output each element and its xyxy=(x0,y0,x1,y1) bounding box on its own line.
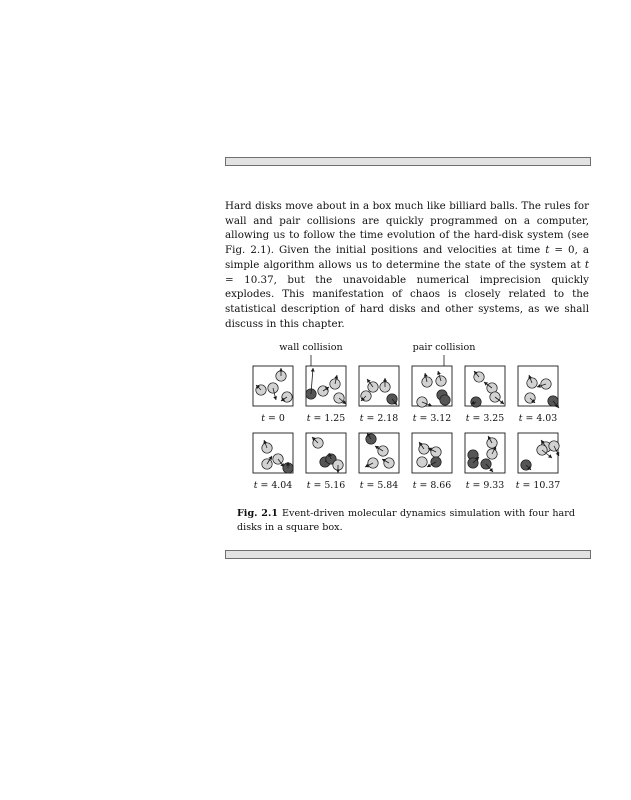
time-variable: t xyxy=(515,480,520,491)
time-label xyxy=(519,413,558,424)
bottom-rule-bar xyxy=(225,550,591,559)
paragraph-part-3: = 10.37, but the unavoidable numerical imprecision quickly explodes. This manifestation of chaos is closely related to the statistical description of hard disks and other systems, as we shall discuss in this chapter. xyxy=(225,273,589,330)
sim-frame xyxy=(518,366,559,424)
time-label xyxy=(466,480,505,491)
time-variable: t xyxy=(412,413,417,424)
time-variable: t xyxy=(359,413,364,424)
sim-frame xyxy=(412,366,452,424)
caption-label: Fig. 2.1 xyxy=(237,508,279,519)
time-label xyxy=(413,480,452,491)
sim-frame xyxy=(465,366,505,424)
time-label xyxy=(360,480,399,491)
time-variable: t xyxy=(518,413,523,424)
time-variable: t xyxy=(465,480,470,491)
time-label xyxy=(466,413,505,424)
hard-disk xyxy=(440,395,450,405)
time-label xyxy=(261,413,285,424)
time-variable: t xyxy=(261,413,265,424)
paragraph-part-2: = 0, a simple algorithm allows us to determine the state of the system at xyxy=(225,244,589,271)
time-label xyxy=(307,480,346,491)
sim-frame xyxy=(306,366,346,424)
sim-frame xyxy=(253,366,293,424)
time-label xyxy=(413,413,452,424)
time-label xyxy=(307,413,346,424)
time-value: = 3.12 xyxy=(416,413,452,424)
sim-frame xyxy=(465,433,505,491)
time-value: = 10.37 xyxy=(519,480,561,491)
sim-frame xyxy=(359,366,399,424)
time-value: = 4.03 xyxy=(522,413,558,424)
time-value: = 2.18 xyxy=(363,413,399,424)
time-label xyxy=(254,480,293,491)
time-variable: t xyxy=(584,258,589,271)
sim-frame xyxy=(516,433,560,491)
figure-caption xyxy=(237,507,575,535)
time-variable: t xyxy=(253,480,258,491)
time-label xyxy=(516,480,560,491)
wall-collision-label: wall collision xyxy=(279,342,343,353)
caption-text: Event-driven molecular dynamics simulation with four hard disks in a square box. xyxy=(237,508,575,533)
sim-frame xyxy=(306,433,346,491)
sim-frame xyxy=(253,433,293,491)
sim-frame xyxy=(412,433,452,491)
time-value: = 0 xyxy=(265,413,285,424)
time-value: = 9.33 xyxy=(469,480,505,491)
time-variable: t xyxy=(412,480,417,491)
time-variable: t xyxy=(306,413,311,424)
paragraph-part-1: Hard disks move about in a box much like billiard balls. The rules for wall and pair collisions are quickly programmed on a computer, allowing us to follow the time evolution of the hard-disk system (see Fig. 2.1). Given the initial positions and velocities at time xyxy=(225,200,589,257)
time-value: = 4.04 xyxy=(257,480,293,491)
time-variable: t xyxy=(359,480,364,491)
sim-frame xyxy=(359,433,399,491)
time-value: = 5.84 xyxy=(363,480,399,491)
time-value: = 3.25 xyxy=(469,413,505,424)
pair-collision-label: pair collision xyxy=(412,342,476,353)
time-value: = 1.25 xyxy=(310,413,346,424)
time-variable: t xyxy=(545,244,550,257)
time-value: = 8.66 xyxy=(416,480,452,491)
time-value: = 5.16 xyxy=(310,480,346,491)
time-variable: t xyxy=(306,480,311,491)
hard-disk xyxy=(417,457,427,467)
time-label xyxy=(360,413,399,424)
time-variable: t xyxy=(465,413,470,424)
